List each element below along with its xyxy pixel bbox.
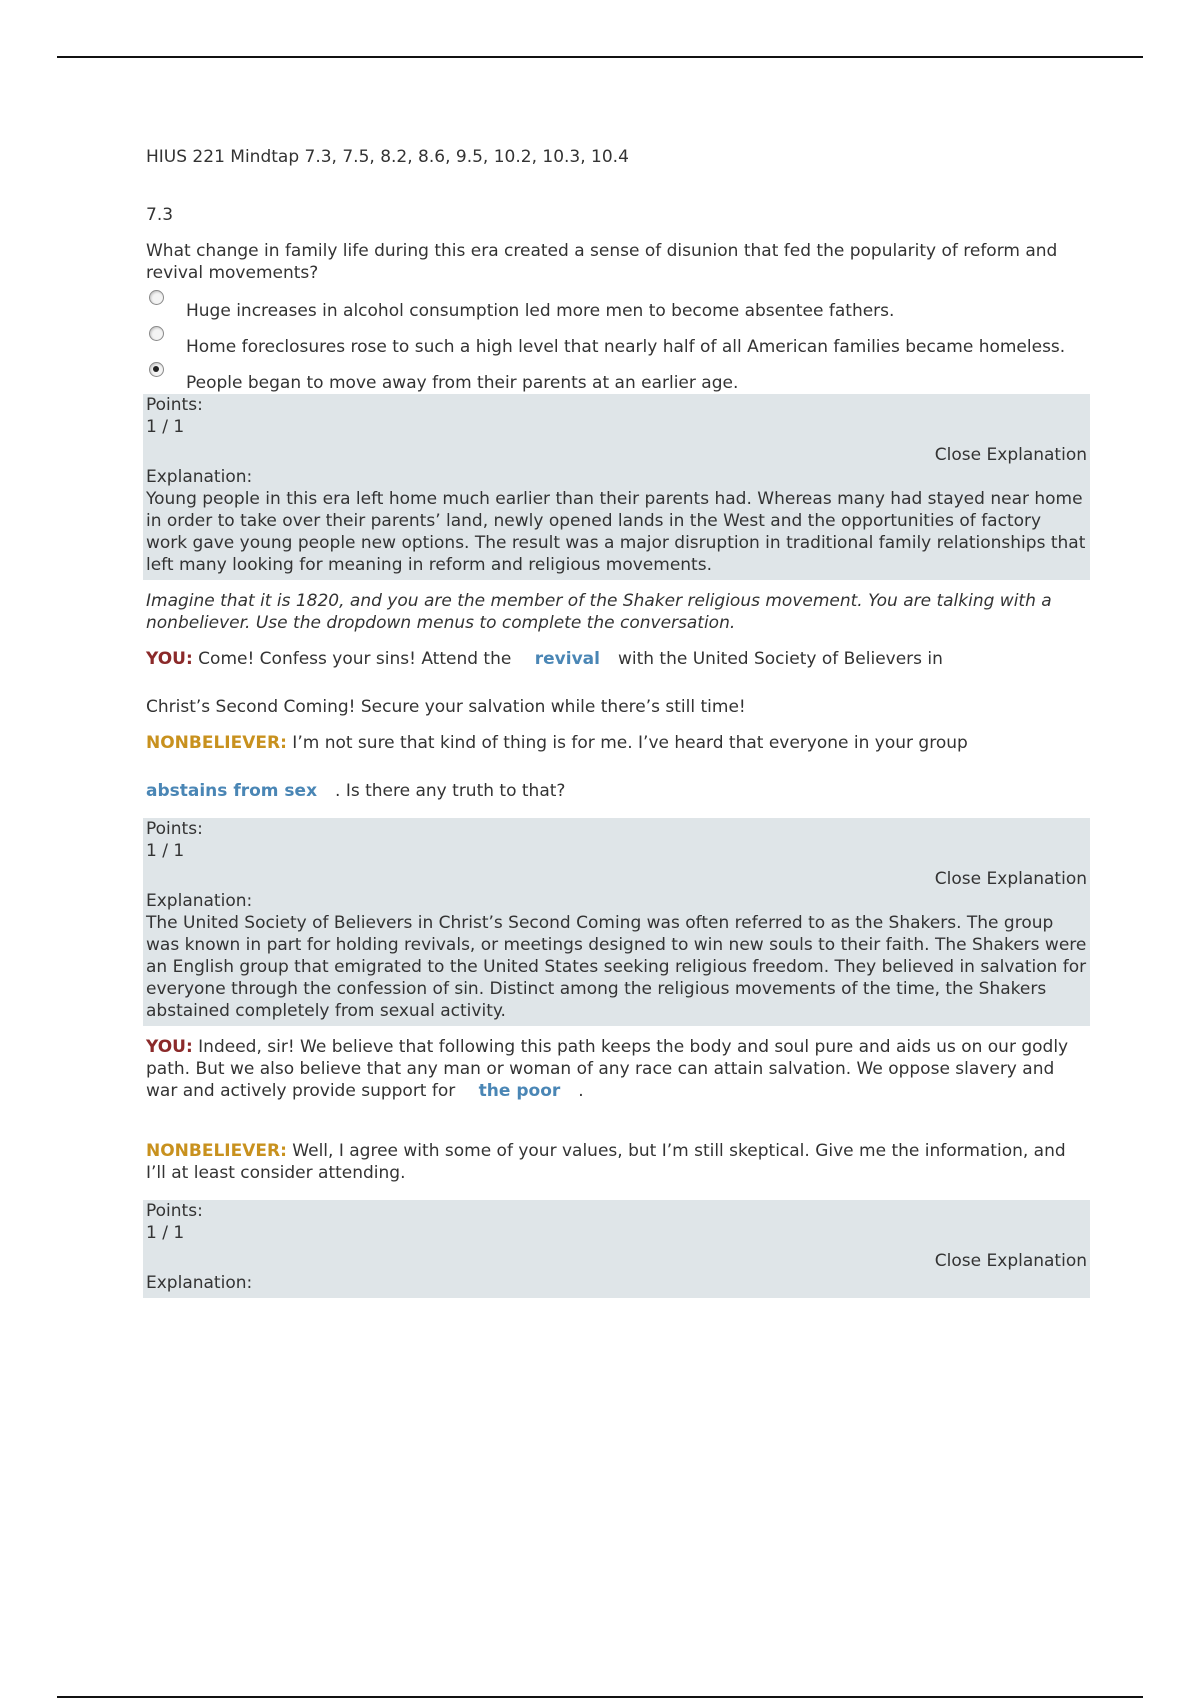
- radio-button-1[interactable]: [149, 290, 164, 305]
- nonbeliever-line-2: [146, 1140, 1090, 1184]
- you-speaker-label: YOU:: [146, 649, 193, 669]
- option-2[interactable]: [146, 336, 1090, 358]
- close-explanation-button[interactable]: Close Explanation: [934, 869, 1087, 889]
- points-value: 1 / 1: [146, 841, 185, 861]
- document-title: HIUS 221 Mindtap 7.3, 7.5, 8.2, 8.6, 9.5, 10.2, 10.3, 10.4: [146, 147, 629, 167]
- section-number: 7.3: [146, 205, 174, 225]
- you-line-1-after: with the United Society of Believers in: [617, 649, 943, 669]
- nonbeliever-line-1: [146, 732, 1090, 754]
- points-label: Points:: [146, 395, 203, 415]
- explanation-label: Explanation:: [146, 467, 253, 487]
- explanation-label: Explanation:: [146, 891, 253, 911]
- dropdown-answer-revival[interactable]: revival: [534, 649, 600, 669]
- option-2-label: Home foreclosures rose to such a high level that nearly half of all American families became homeless.: [186, 337, 1066, 357]
- you-speaker-label: YOU:: [146, 1037, 193, 1057]
- document-body: [146, 146, 1090, 1298]
- you-line-2: [146, 1036, 1090, 1102]
- conversation-prompt: Imagine that it is 1820, and you are the member of the Shaker religious movement. You are talking with a nonbeliever. Use the dropdown menus to complete the conversation.: [146, 591, 1052, 633]
- you-line-1-continued: Christ’s Second Coming! Secure your salvation while there’s still time!: [146, 697, 746, 717]
- question-text: What change in family life during this era created a sense of disunion that fed the popularity of reform and revival movements?: [146, 241, 1058, 283]
- dropdown-answer-the-poor[interactable]: the poor: [478, 1081, 561, 1101]
- nonbeliever-line-1-after: . Is there any truth to that?: [335, 781, 566, 801]
- option-1-label: Huge increases in alcohol consumption led more men to become absentee fathers.: [186, 301, 895, 321]
- you-line-1: [146, 648, 1090, 670]
- points-value: 1 / 1: [146, 417, 185, 437]
- you-line-2-text: Indeed, sir! We believe that following this path keeps the body and soul pure and aids us on our godly path. But we also believe that any man or woman of any race can attain salvation. We oppose slavery and war and actively provide support for: [146, 1037, 1069, 1101]
- feedback-panel-1: [143, 394, 1090, 580]
- feedback-panel-2: [143, 818, 1090, 1026]
- radio-button-2[interactable]: [149, 326, 164, 341]
- points-value: 1 / 1: [146, 1223, 185, 1243]
- option-3[interactable]: [146, 372, 1090, 394]
- explanation-label: Explanation:: [146, 1273, 253, 1293]
- explanation-text: Young people in this era left home much earlier than their parents had. Whereas many had stayed near home in order to take over their parents’ land, newly opened lands in the West and the opportunities of factory work gave young people new options. The result was a major disruption in traditional family relationships that left many looking for meaning in reform and religious movements.: [146, 489, 1086, 575]
- bottom-page-rule: [57, 1696, 1143, 1698]
- you-line-1-text: Come! Confess your sins! Attend the: [192, 649, 512, 669]
- nonbeliever-line-1-continued: [146, 780, 1090, 802]
- dropdown-answer-abstains[interactable]: abstains from sex: [146, 781, 318, 801]
- option-1[interactable]: [146, 300, 1090, 322]
- points-label: Points:: [146, 1201, 203, 1221]
- nonbeliever-line-2-text: Well, I agree with some of your values, but I’m still skeptical. Give me the information, and I’ll at least consider attending.: [146, 1141, 1066, 1183]
- nonbeliever-speaker-label: NONBELIEVER:: [146, 1141, 287, 1161]
- radio-button-3-selected[interactable]: [149, 362, 164, 377]
- option-3-label: People began to move away from their parents at an earlier age.: [186, 373, 739, 393]
- points-label: Points:: [146, 819, 203, 839]
- feedback-panel-3: [143, 1200, 1090, 1298]
- close-explanation-button[interactable]: Close Explanation: [934, 445, 1087, 465]
- nonbeliever-speaker-label: NONBELIEVER:: [146, 733, 287, 753]
- answer-options: [146, 300, 1090, 394]
- explanation-text: The United Society of Believers in Christ’s Second Coming was often referred to as the Shakers. The group was known in part for holding revivals, or meetings designed to win new souls to their faith. The Shakers were an English group that emigrated to the United States seeking religious freedom. They believed in salvation for everyone through the confession of sin. Distinct among the religious movements of the time, the Shakers abstained completely from sexual activity.: [146, 913, 1087, 1021]
- close-explanation-button[interactable]: Close Explanation: [934, 1251, 1087, 1271]
- nonbeliever-line-1-text: I’m not sure that kind of thing is for me. I’ve heard that everyone in your group: [286, 733, 968, 753]
- you-line-2-after: .: [578, 1081, 584, 1101]
- top-page-rule: [57, 56, 1143, 58]
